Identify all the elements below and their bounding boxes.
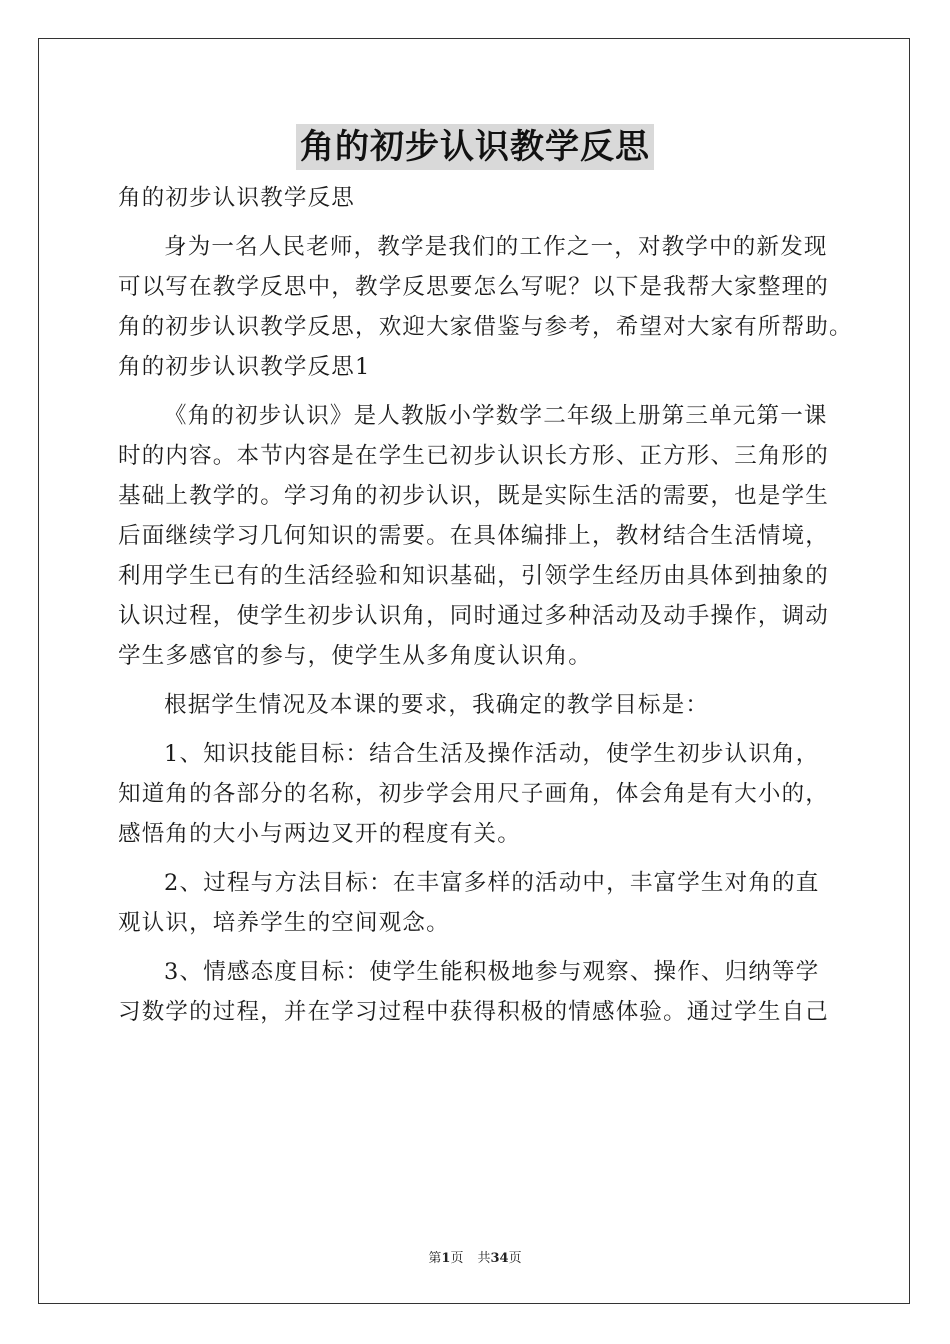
total-suffix: 页 (508, 1251, 522, 1266)
paragraph-line: 基础上教学的。学习角的初步认识，既是实际生活的需要，也是学生 (118, 483, 830, 509)
paragraph-line: 角的初步认识教学反思 (118, 185, 356, 211)
paragraph-line: 1、知识技能目标：结合生活及操作活动，使学生初步认识角， (164, 741, 820, 767)
title-container (0, 124, 950, 170)
page-number: 1 (441, 1251, 451, 1266)
page-prefix: 第 (428, 1251, 442, 1266)
total-prefix: 共 (477, 1251, 491, 1266)
page-footer (0, 1247, 950, 1266)
paragraph-line: 角的初步认识教学反思，欢迎大家借鉴与参考，希望对大家有所帮助。 (118, 314, 853, 340)
paragraph-line: 知道角的各部分的名称，初步学会用尺子画角，体会角是有大小的， (118, 781, 830, 807)
page-suffix: 页 (450, 1251, 464, 1266)
paragraph-line: 根据学生情况及本课的要求，我确定的教学目标是： (164, 692, 710, 718)
paragraph-line: 后面继续学习几何知识的需要。在具体编排上，教材结合生活情境， (118, 523, 830, 549)
paragraph-line: 身为一名人民老师，教学是我们的工作之一，对教学中的新发现 (164, 234, 828, 260)
paragraph-line: 感悟角的大小与两边叉开的程度有关。 (118, 821, 521, 847)
paragraph-line: 《角的初步认识》是人教版小学数学二年级上册第三单元第一课 (164, 403, 828, 429)
total-pages: 34 (490, 1251, 509, 1266)
paragraph-line: 习数学的过程，并在学习过程中获得积极的情感体验。通过学生自己 (118, 999, 830, 1025)
document-title: 角的初步认识教学反思 (296, 124, 654, 170)
paragraph-line: 时的内容。本节内容是在学生已初步认识长方形、正方形、三角形的 (118, 443, 830, 469)
paragraph-line: 可以写在教学反思中，教学反思要怎么写呢？以下是我帮大家整理的 (118, 274, 830, 300)
paragraph-line: 认识过程，使学生初步认识角，同时通过多种活动及动手操作，调动 (118, 603, 830, 629)
paragraph-line: 角的初步认识教学反思1 (118, 354, 371, 380)
paragraph-line: 2、过程与方法目标：在丰富多样的活动中，丰富学生对角的直 (164, 870, 820, 896)
paragraph-line: 学生多感官的参与，使学生从多角度认识角。 (118, 643, 593, 669)
paragraph-line: 利用学生已有的生活经验和知识基础，引领学生经历由具体到抽象的 (118, 563, 830, 589)
paragraph-line: 3、情感态度目标：使学生能积极地参与观察、操作、归纳等学 (164, 959, 820, 985)
paragraph-line: 观认识，培养学生的空间观念。 (118, 910, 450, 936)
document-body (118, 178, 853, 1032)
